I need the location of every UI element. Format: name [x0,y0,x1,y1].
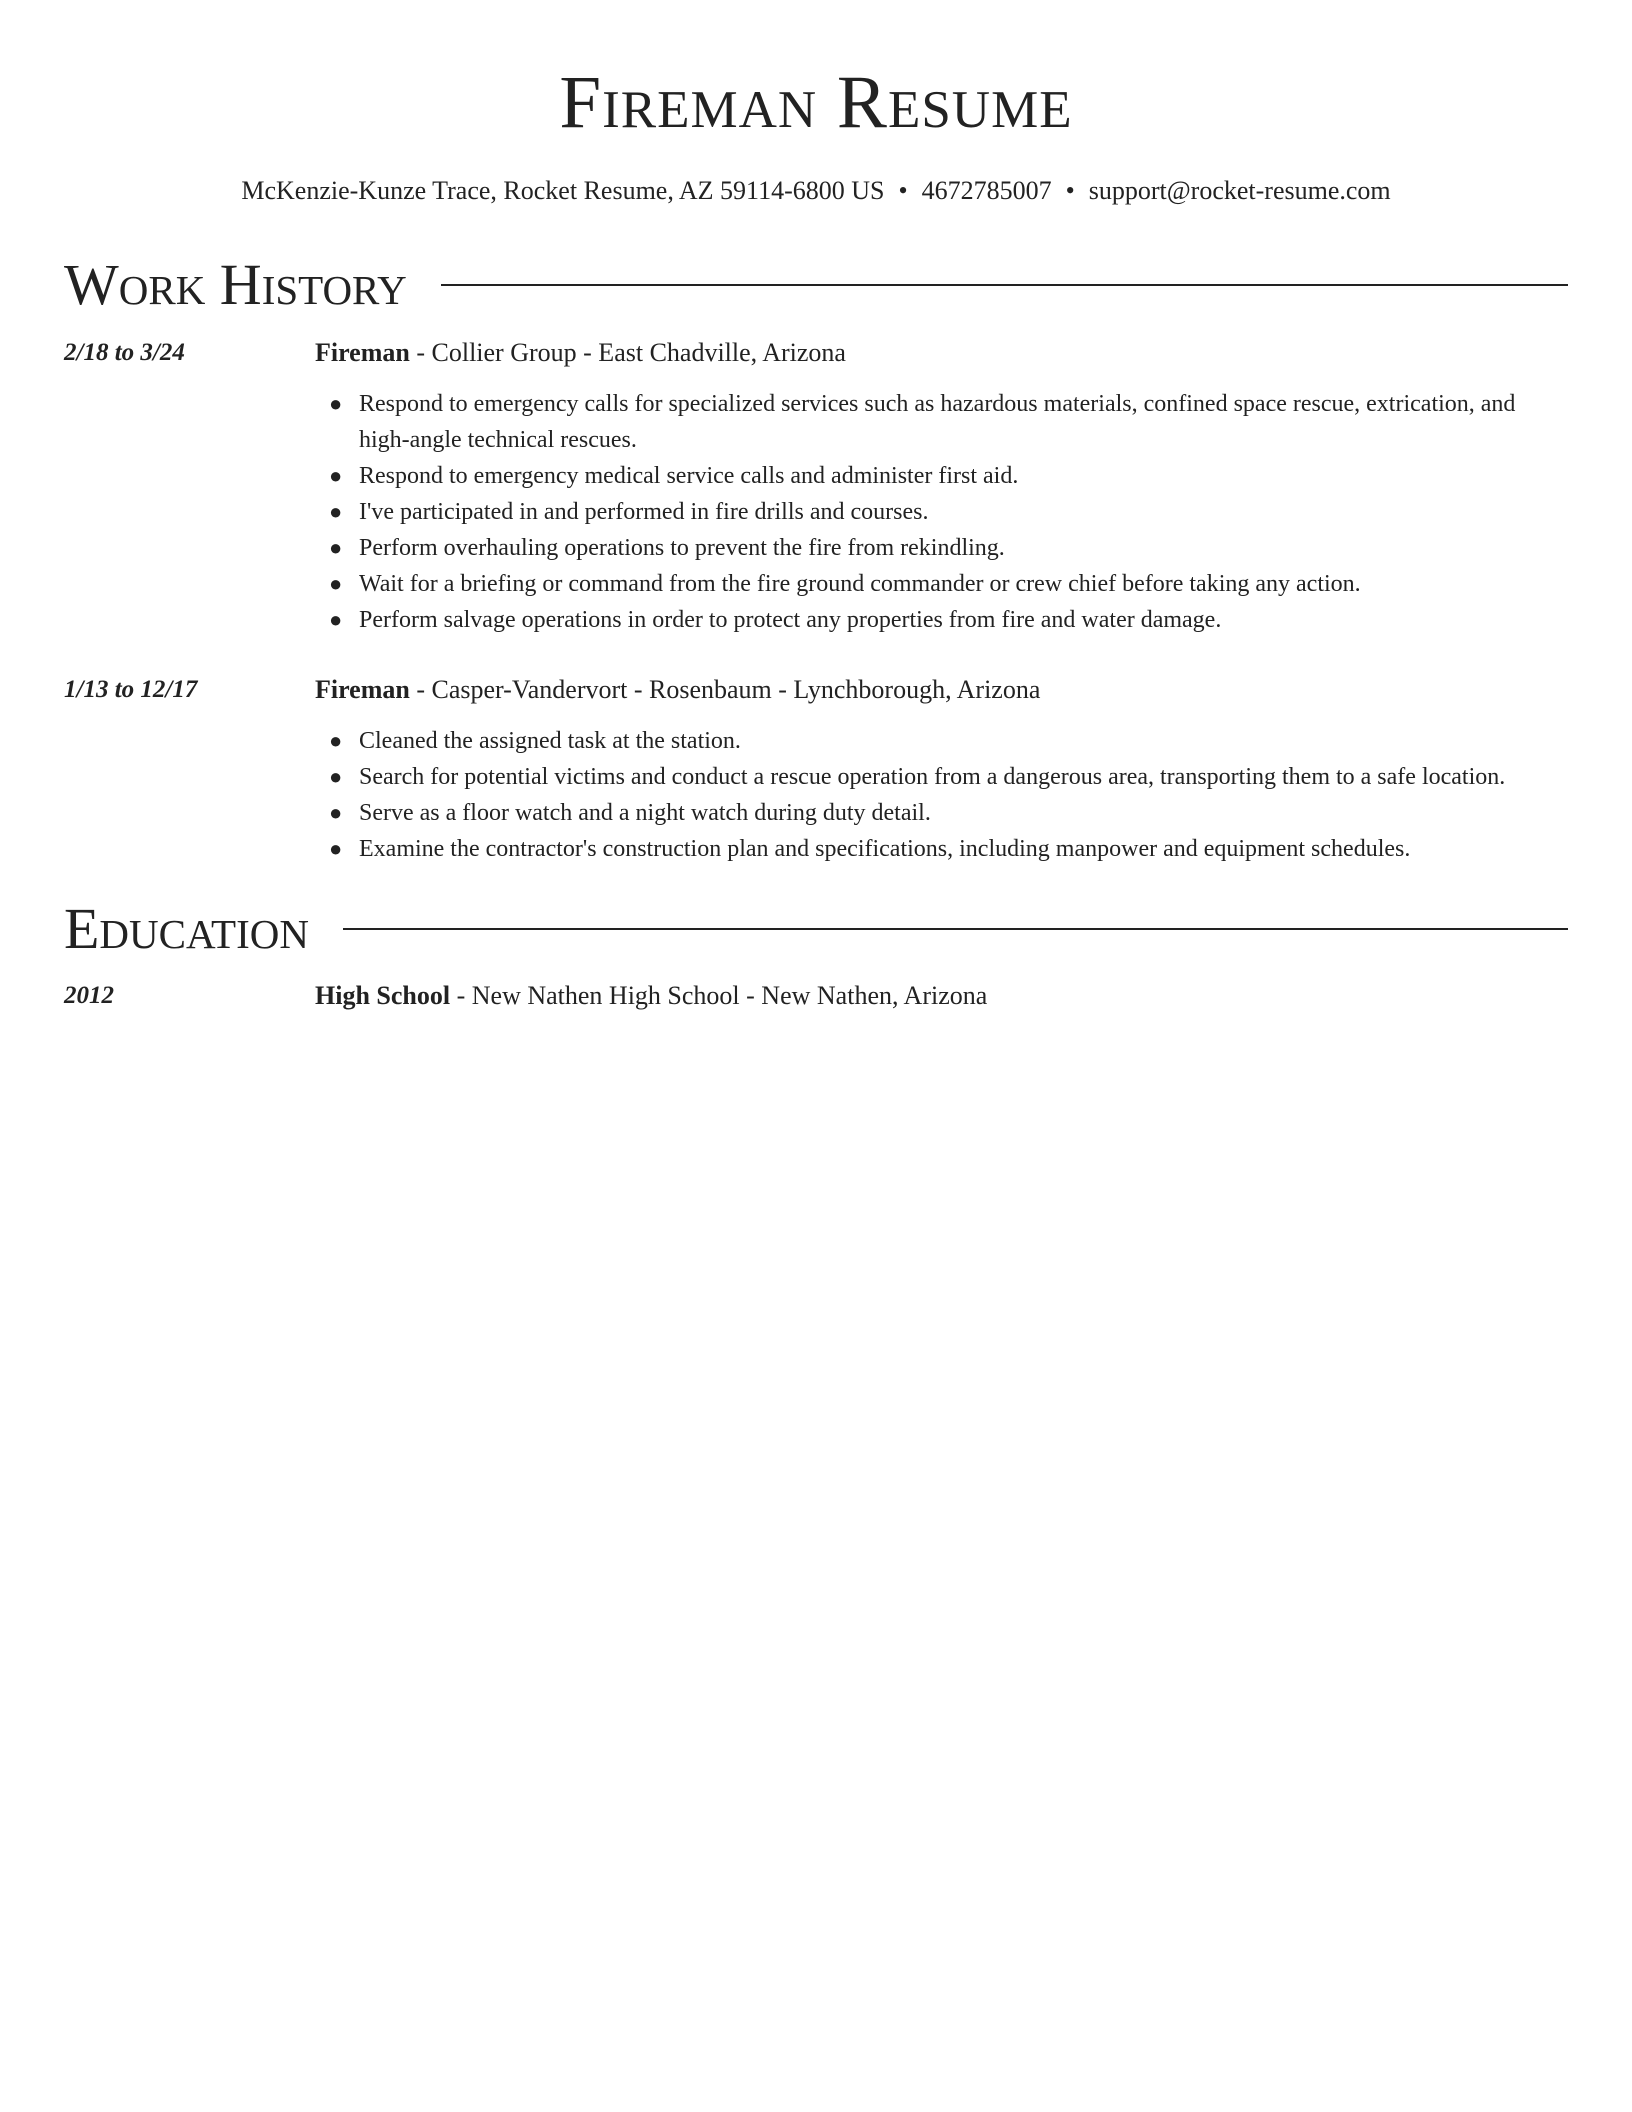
list-item [329,530,1568,566]
entry-body [315,979,1568,1013]
education-heading [64,896,1568,962]
bullet-icon: ● [329,391,343,416]
entry-date: 2012 [64,982,114,1009]
bullet-text: Respond to emergency medical service calls and administer first aid. [359,463,1019,489]
contact-phone: 4672785007 [921,176,1052,205]
contact-separator: • [898,176,908,205]
bullet-icon: ● [329,728,343,753]
entry-body [315,673,1568,867]
contact-email: support@rocket-resume.com [1088,176,1391,205]
entry-title [315,673,1568,707]
bullet-text: Wait for a briefing or command from the fire ground commander or crew chief before taking any action. [359,571,1361,597]
list-item [329,831,1568,867]
work-history-heading [64,252,1568,318]
entry-title [315,979,1568,1013]
entry-details: - Collier Group - East Chadville, Arizona [409,338,846,367]
entry-date: 1/13 to 12/17 [64,676,198,703]
entry-bullet-list [315,723,1568,867]
entry-details: - Casper-Vandervort - Rosenbaum - Lynchborough, Arizona [409,675,1041,704]
bullet-icon: ● [329,800,343,825]
section-title: Work History [64,252,407,317]
contact-line [0,174,1632,208]
list-item [329,602,1568,638]
section-divider [343,928,1568,930]
list-item [329,386,1568,458]
entry-details: - New Nathen High School - New Nathen, Arizona [450,981,988,1010]
entry-date: 2/18 to 3/24 [64,339,185,366]
bullet-text: Perform overhauling operations to prevent the fire from rekindling. [359,535,1005,561]
bullet-icon: ● [329,499,343,524]
bullet-icon: ● [329,607,343,632]
bullet-text: Search for potential victims and conduct a rescue operation from a dangerous area, transporting them to a safe location. [359,764,1506,790]
entry-bullet-list [315,386,1568,638]
entry-role: Fireman [315,675,410,704]
bullet-icon: ● [329,571,343,596]
bullet-icon: ● [329,764,343,789]
bullet-icon: ● [329,836,343,861]
entry-role: Fireman [315,338,410,367]
list-item [329,723,1568,759]
bullet-text: Examine the contractor's construction plan and specifications, including manpower and equipment schedules. [359,836,1411,862]
entry-body [315,336,1568,638]
list-item [329,759,1568,795]
list-item [329,494,1568,530]
bullet-icon: ● [329,535,343,560]
bullet-text: Respond to emergency calls for specialized services such as hazardous materials, confined space rescue, extrication, and high-angle technical rescues. [359,391,1516,453]
section-title: Education [64,896,309,961]
bullet-icon: ● [329,463,343,488]
section-divider [441,284,1568,286]
entry-title [315,336,1568,370]
contact-separator: • [1065,176,1075,205]
contact-address: McKenzie-Kunze Trace, Rocket Resume, AZ 59114-6800 US [241,176,885,205]
list-item [329,566,1568,602]
bullet-text: Perform salvage operations in order to protect any properties from fire and water damage. [359,607,1222,633]
resume-title: Fireman Resume [559,61,1073,144]
list-item [329,795,1568,831]
entry-role: High School [315,981,451,1010]
bullet-text: Serve as a floor watch and a night watch during duty detail. [359,800,931,826]
bullet-text: I've participated in and performed in fire drills and courses. [359,499,929,525]
bullet-text: Cleaned the assigned task at the station. [359,728,741,754]
list-item [329,458,1568,494]
